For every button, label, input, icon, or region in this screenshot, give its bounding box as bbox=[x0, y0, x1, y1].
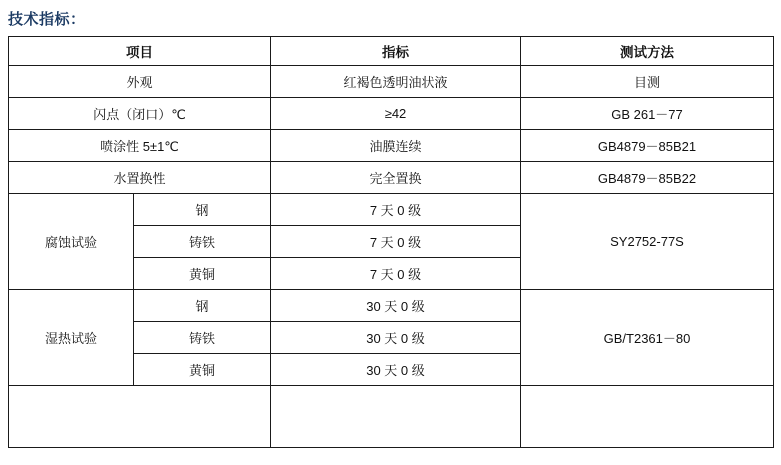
column-header-index: 指标 bbox=[271, 37, 521, 66]
table-header-row bbox=[9, 37, 774, 66]
table-row bbox=[9, 290, 774, 322]
cell-method: GB4879－85B22 bbox=[521, 162, 774, 194]
cell-index: 7 天 0 级 bbox=[271, 194, 521, 226]
cell-item: 外观 bbox=[9, 66, 271, 98]
page-title: 技术指标： bbox=[8, 11, 86, 28]
table-row bbox=[9, 386, 774, 448]
specifications-table bbox=[8, 36, 774, 448]
cell-subitem: 铸铁 bbox=[134, 322, 271, 354]
cell-item: 闪点（闭口）℃ bbox=[9, 98, 271, 130]
cell-index: 完全置换 bbox=[271, 162, 521, 194]
cell-index: 30 天 0 级 bbox=[271, 290, 521, 322]
cell-index: 30 天 0 级 bbox=[271, 322, 521, 354]
cell-index: 红褐色透明油状液 bbox=[271, 66, 521, 98]
cell-subitem: 钢 bbox=[134, 194, 271, 226]
column-header-method: 测试方法 bbox=[521, 37, 774, 66]
cell-item: 水置换性 bbox=[9, 162, 271, 194]
table-row bbox=[9, 162, 774, 194]
cell-item: 喷涂性 5±1℃ bbox=[9, 130, 271, 162]
cell-item-group-humidity: 湿热试验 bbox=[9, 290, 134, 386]
cell-subitem: 黄铜 bbox=[134, 258, 271, 290]
table-row bbox=[9, 194, 774, 226]
cell-index: ≥42 bbox=[271, 98, 521, 130]
cell-subitem: 铸铁 bbox=[134, 226, 271, 258]
cell-method: GB/T2361－80 bbox=[521, 290, 774, 386]
cell-method: GB4879－85B21 bbox=[521, 130, 774, 162]
cell-method: 目测 bbox=[521, 66, 774, 98]
cell-method: SY2752-77S bbox=[521, 194, 774, 290]
cell-index: 30 天 0 级 bbox=[271, 354, 521, 386]
cell-item-storage-test bbox=[9, 386, 271, 448]
cell-item-group-corrosion: 腐蚀试验 bbox=[9, 194, 134, 290]
cell-index bbox=[271, 386, 521, 448]
cell-index: 7 天 0 级 bbox=[271, 258, 521, 290]
cell-index: 7 天 0 级 bbox=[271, 226, 521, 258]
table-row bbox=[9, 130, 774, 162]
cell-method bbox=[521, 386, 774, 448]
table-row bbox=[9, 98, 774, 130]
column-header-item: 项目 bbox=[9, 37, 271, 66]
cell-method: GB 261－77 bbox=[521, 98, 774, 130]
cell-subitem: 黄铜 bbox=[134, 354, 271, 386]
cell-subitem: 钢 bbox=[134, 290, 271, 322]
cell-index: 油膜连续 bbox=[271, 130, 521, 162]
table-row bbox=[9, 66, 774, 98]
